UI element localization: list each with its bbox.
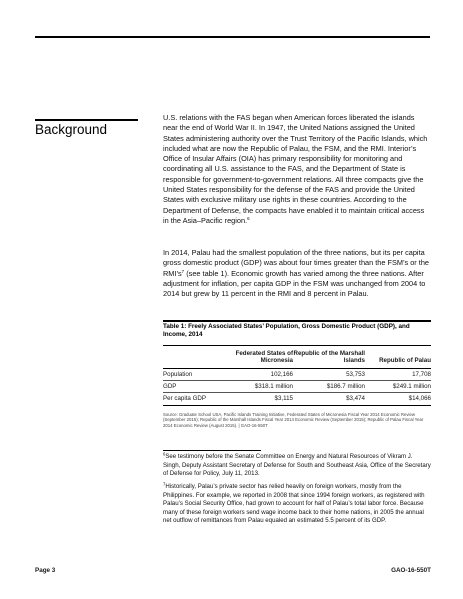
- footnote-text: See testimony before the Senate Committee on Energy and Natural Resources of Vikram J. Singh, Deputy Assistant Secretary of Defense for South and Southeast Asia, Office of the Secretary of Defense for Policy, July 11, 2013.: [163, 453, 431, 477]
- table-header-cell: [163, 348, 219, 369]
- footnote-number: 6: [163, 451, 166, 457]
- footnote-rule: [163, 450, 261, 451]
- footnote-text: Historically, Palau’s private sector has relied heavily on foreign workers, mostly from the Philippines. For example, we reported in 2008 that since 1994 foreign workers, as registered with Palau’s Social Security Office, had grown to account for half of Palau’s total labor force. Because many of these foreign workers send wage income back to their home nations, in 2005 the annual net outflow of remittances from Palau equaled an estimated 5.5 percent of its GDP.: [163, 483, 425, 524]
- table-header-cell: Federated States of Micronesia: [219, 348, 293, 369]
- table-header-cell: Republic of the Marshall Islands: [293, 348, 365, 369]
- table-cell: 53,753: [293, 369, 365, 381]
- paragraph-text: U.S. relations with the FAS began when American forces liberated the islands near the end of World War II. In 1947, the United Nations assigned the United States administering authority over the Trust Territory of the Pacific Islands, which included what are now the Republic of Palau, the FSM, and the RMI. Interior’s Office of Insular Affairs (OIA) has primary responsibility for monitoring and coordinating all U.S. assistance to the FAS, and the Department of State is responsible for government-to-government relations. All three compacts give the United States responsibility for the defense of the FAS and provide the United States with exclusive military use rights in these countries. According to the Department of Defense, the compacts have enabled it to maintain critical access in the Asia–Pacific region.: [163, 113, 428, 225]
- table-cell: Per capita GDP: [163, 393, 219, 405]
- paragraph-text: In 2014, Palau had the smallest population of the three nations, but its per capita gross domestic product (GDP) was about four times greater than the FSM’s or the RMI’s: [163, 248, 429, 278]
- table-cell: 17,708: [365, 369, 431, 381]
- top-rule: [35, 36, 430, 38]
- footnote-ref[interactable]: 7: [181, 268, 185, 274]
- data-table: [163, 348, 431, 406]
- table-cell: $14,066: [365, 393, 431, 405]
- table-top-rule: [163, 320, 431, 322]
- table-cell: $249.1 million: [365, 381, 431, 393]
- table-header-row: [163, 348, 431, 369]
- footnote-number: 7: [163, 481, 166, 487]
- page-number: Page 3: [35, 567, 56, 574]
- table-cell: $186.7 million: [293, 381, 365, 393]
- table-title: Table 1: Freely Associated States’ Population, Gross Domestic Product (GDP), and Income, 2014: [163, 323, 410, 339]
- table-cell: $318.1 million: [219, 381, 293, 393]
- body-paragraph-2: [163, 248, 431, 299]
- table-cell: Population: [163, 369, 219, 381]
- table-cell: 102,166: [219, 369, 293, 381]
- data-table-block: [163, 320, 431, 428]
- body-paragraph-1: [163, 113, 431, 226]
- paragraph-text: (see table 1). Economic growth has varied among the three nations. After adjustment for inflation, per capita GDP in the FSM was unchanged from 2004 to 2014 but grew by 11 percent in the RMI and 8 percent in Palau.: [163, 268, 426, 299]
- footnote: [163, 483, 431, 526]
- footnote-ref[interactable]: 6: [247, 215, 250, 221]
- section-heading: Background: [35, 122, 108, 137]
- table-title-rule: [163, 345, 431, 346]
- table-row: [163, 393, 431, 405]
- table-row: [163, 369, 431, 381]
- table-source-note: Source: Graduate School USA, Pacific Islands Training Initiative, Federated States of Micronesia Fiscal Year 2014 Economic Review (September 2015); Republic of the Marshall Islands Fiscal Year 2014 Economic Review (September 2015); Republic of Palau Fiscal Year 2014 Economic Review (August 2015). | GAO-16-550T: [163, 411, 424, 428]
- table-cell: $3,115: [219, 393, 293, 405]
- table-header-cell: Republic of Palau: [365, 348, 431, 369]
- section-rule: [35, 119, 138, 121]
- footnote: [163, 453, 431, 479]
- table-cell: GDP: [163, 381, 219, 393]
- report-id: GAO-16-550T: [391, 567, 431, 574]
- table-cell: $3,474: [293, 393, 365, 405]
- table-row: [163, 381, 431, 393]
